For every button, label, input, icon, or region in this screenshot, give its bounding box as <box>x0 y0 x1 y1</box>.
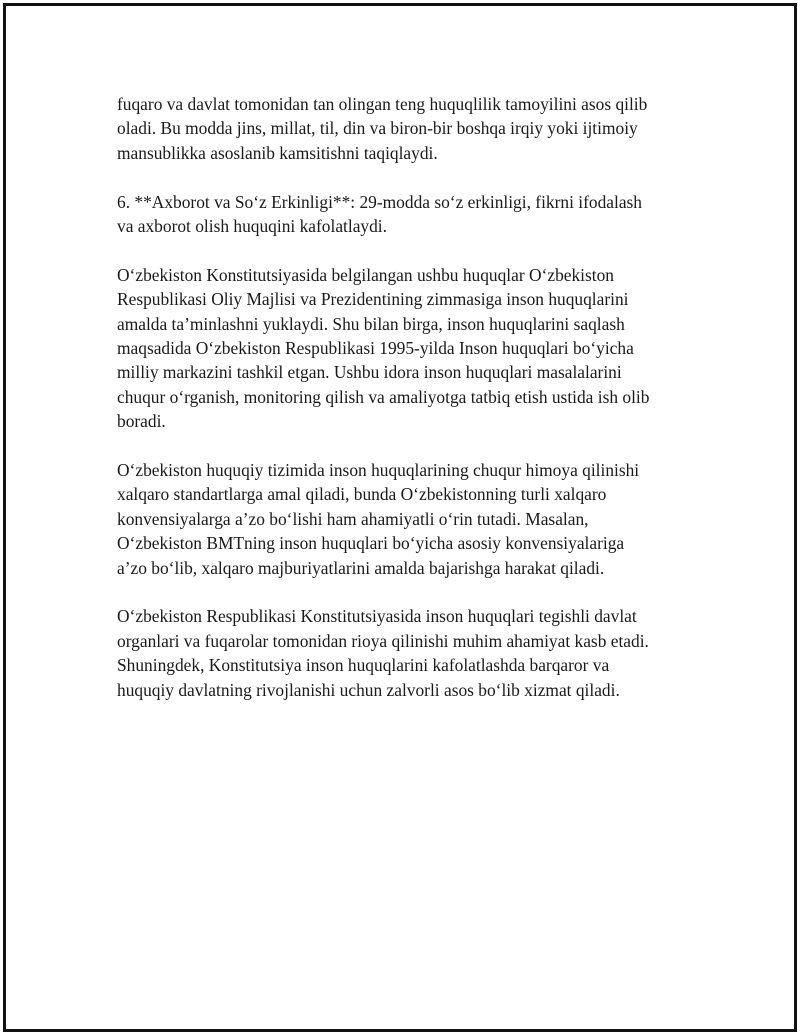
paragraph-obligations: O‘zbekiston Konstitutsiyasida belgilangan ushbu huquqlar O‘zbekiston Respublikasi Oliy Majlisi va Prezidentining zimmasiga inson huquqlarini amalda ta’minlashni yuklaydi. Shu bilan birga, inson huquqlarini saqlash maqsadida O‘zbekiston Respublikasi 1995-yilda Inson huquqlari bo‘yicha milliy markazini tashkil etgan. Ushbu idora inson huquqlari masalalarini chuqur o‘rganish, monitoring qilish va amaliyotga tatbiq etish ustida ish olib boradi. <box>117 264 650 432</box>
paragraph-free-speech: 6. **Axborot va So‘z Erkinligi**: 29-modda so‘z erkinligi, fikrni ifodalash va axborot olish huquqini kafolatlaydi. <box>117 191 643 237</box>
paragraph-equality: fuqaro va davlat tomonidan tan olingan teng huquqlilik tamoyilini asos qilib oladi. Bu modda jins, millat, til, din va biron-bir boshqa irqiy yoki ijtimoiy mansublikka asoslanib kamsitishni taqiqlaydi. <box>117 94 648 163</box>
document-body <box>117 92 689 726</box>
paragraph-international-standards: O‘zbekiston huquqiy tizimida inson huquqlarining chuqur himoya qilinishi xalqaro standartlarga amal qiladi, bunda O‘zbekistonning turli xalqaro konvensiyalarga a’zo bo‘lishi ham ahamiyatli o‘rin tutadi. Masalan, O‘zbekiston BMTning inson huquqlari bo‘yicha asosiy konvensiyalariga a’zo bo‘lib, xalqaro majburiyatlarini amalda bajarishga harakat qiladi. <box>117 460 640 578</box>
paragraph-conclusion: O‘zbekiston Respublikasi Konstitutsiyasida inson huquqlari tegishli davlat organlari va fuqarolar tomonidan rioya qilinishi muhim ahamiyat kasb etadi. Shuningdek, Konstitutsiya inson huquqlarini kafolatlashda barqaror va huquqiy davlatning rivojlanishi uchun zalvorli asos bo‘lib xizmat qiladi. <box>117 606 649 700</box>
